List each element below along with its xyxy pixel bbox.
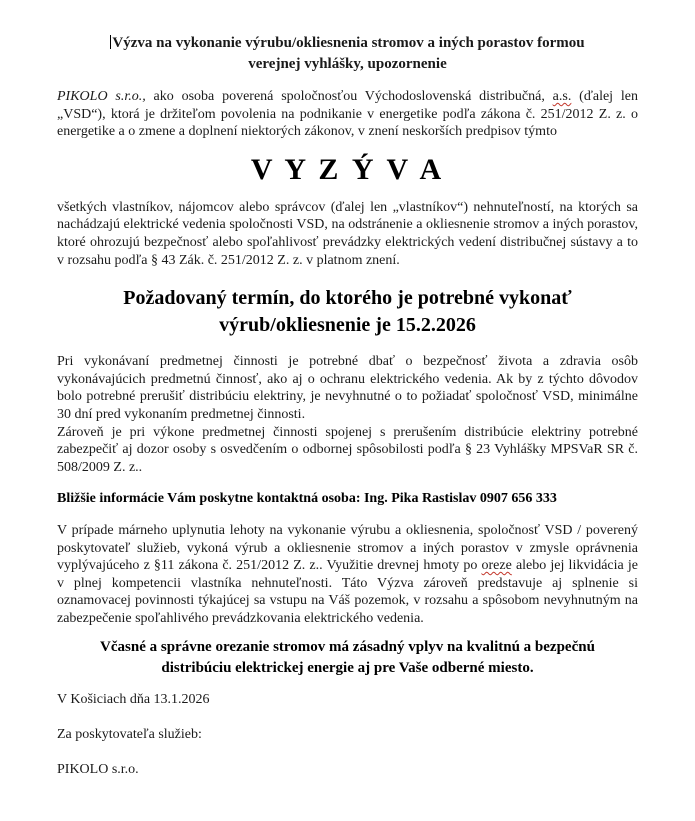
- deadline-heading-line2: výrub/okliesnenie je 15.2.2026: [219, 314, 476, 337]
- intro-text-b: (ďalej len „VSD“), ktorá je držiteľom povolenia na podnikanie v energetike podľa zákona č. 251/2012 Z. z. o energetike a o zmene a doplnení niektorých zákonov, v znení neskorších predpisov týmto: [57, 89, 638, 140]
- document-title-line1: [57, 33, 638, 54]
- company-name-italic: PIKOLO s.r.o.,: [57, 89, 146, 104]
- document-title-line1-text: Výzva na vykonanie výrubu/okliesnenia stromov a iných porastov formou: [112, 35, 585, 51]
- safety-section: [57, 353, 638, 476]
- place-date-line: V Košiciach dňa 13.1.2026: [57, 692, 210, 708]
- consequences-paragraph: [57, 522, 638, 628]
- deadline-heading-line1: Požadovaný termín, do ktorého je potrebné vykonať: [123, 287, 572, 310]
- intro-paragraph: [57, 88, 638, 141]
- deadline-heading: [57, 285, 638, 339]
- safety-paragraph-2: Zároveň je pri výkone predmetnej činnosti spojenej s prerušením distribúcie elektriny potrebné zabezpečiť aj dozor osoby s osvedčením o odbornej spôsobilosti podľa § 23 Vyhlášky MPSVaR SR č. 508/2009 Z. z..: [57, 424, 638, 475]
- document-title: [57, 33, 638, 75]
- closing-statement-line2: distribúciu elektrickej energie aj pre Vaše odberné miesto.: [161, 660, 534, 677]
- consequences-text-a: V prípade márneho uplynutia lehoty na vykonanie výrubu a okliesnenia, spoločnosť VSD / poverený poskytovateľ služieb, vykoná výrub a okliesnenie stromov a iných porastov v zmysle oprávnenia vyplývajúceho z §11 zákona č. 251/2012 Z. z.. Využitie drevnej hmoty po: [57, 522, 638, 574]
- consequences-text-b: alebo jej likvidácia je v plnej kompetencii vlastníka nehnuteľnosti. Táto Výzva zároveň predstavuje aj splnenie si oznamovacej povinnosti týkajúcej sa vstupu na Váš pozemok, v rozsahu a spôsobom nevyhnutným na zabezpečenie spoľahlivého prevádzkovania elektrického vedenia.: [57, 558, 638, 626]
- vyzyva-heading: V Y Z Ý V A: [250, 152, 445, 186]
- intro-text-a: ako osoba poverená spoločnosťou Východoslovenská distribučná,: [145, 89, 553, 104]
- provider-label-line: Za poskytovateľa služieb:: [57, 727, 202, 743]
- contact-info-line: Bližšie informácie Vám poskytne kontaktná osoba: Ing. Pika Rastislav 0907 656 333: [57, 491, 557, 507]
- safety-paragraph-1: Pri vykonávaní predmetnej činnosti je potrebné dbať o bezpečnosť života a zdravia osôb vykonávajúcich predmetnú činnosť, ako aj o ochranu elektrického vedenia. Ak by z týchto dôvodov bolo potrebné prerušiť distribúciu elektriny, je nevyhnutné o to požiadať spoločnosť VSD, minimálne 30 dní pred vykonaním predmetnej činnosti.: [57, 354, 638, 422]
- document-title-line2: verejnej vyhlášky, upozornenie: [248, 56, 447, 72]
- closing-statement-line1: Včasné a správne orezanie stromov má zásadný vplyv na kvalitnú a bezpečnú: [100, 639, 595, 656]
- company-signature-line: PIKOLO s.r.o.: [57, 762, 139, 778]
- addressees-paragraph: všetkých vlastníkov, nájomcov alebo správcov (ďalej len „vlastníkov“) nehnuteľností, na ktorých sa nachádzajú elektrické vedenia spoločnosti VSD, na odstránenie a okliesnenie stromov a iných porastov, ktoré ohrozujú bezpečnosť alebo spoľahlivosť prevádzky elektrických vedení distribučnej sústavy a to v rozsahu podľa § 43 Zák. č. 251/2012 Z. z. v platnom znení.: [57, 199, 638, 268]
- spellcheck-word-oreze: oreze: [481, 558, 512, 574]
- closing-statement: [57, 637, 638, 679]
- spellcheck-word-as: a.s.: [552, 89, 572, 104]
